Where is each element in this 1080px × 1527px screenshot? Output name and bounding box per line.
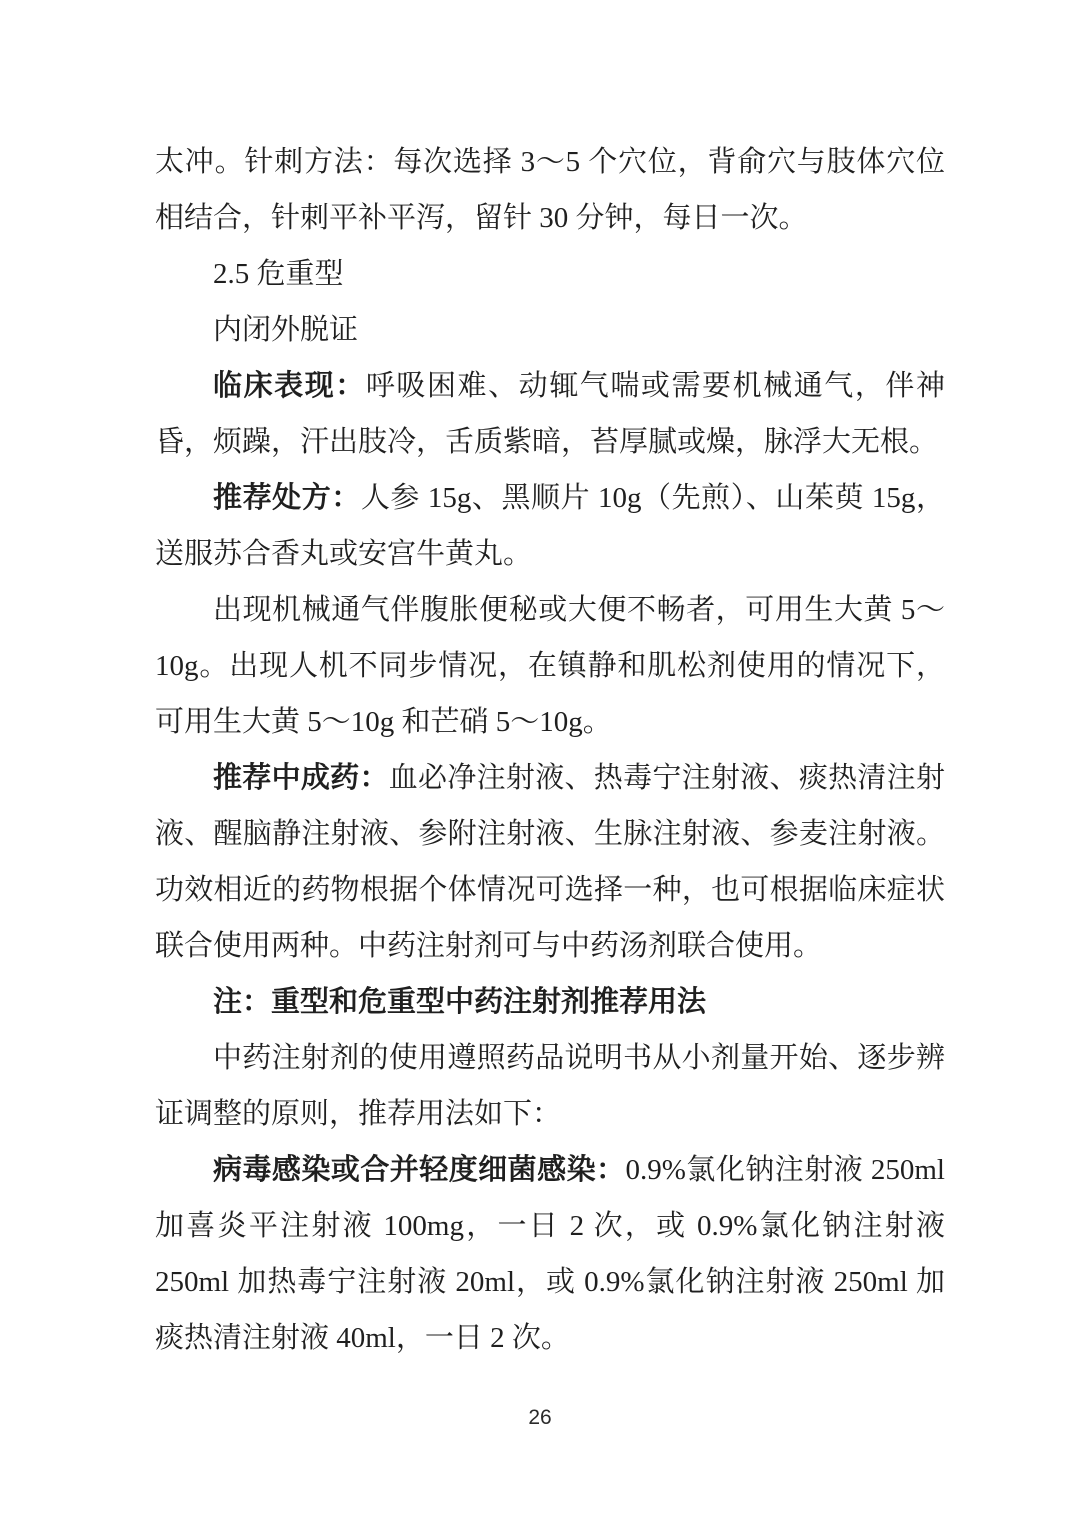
paragraph-recommended-patent-medicines [155,750,945,974]
paragraph-lead-clinical-manifestations: 临床表现： [213,370,366,402]
paragraph-text: 太冲。针刺方法：每次选择 3～5 个穴位，背俞穴与肢体穴位相结合，针刺平补平泻，留针 30 分钟，每日一次。 [155,146,945,234]
paragraph-acupuncture-method [155,134,945,246]
paragraph-lead-recommended-patent-medicines: 推荐中成药： [213,762,389,794]
paragraph-lead-recommended-prescription: 推荐处方： [213,482,361,514]
document-body [155,134,945,1366]
page-number: 26 [528,1406,552,1429]
note-heading-injection-usage [155,974,945,1030]
section-heading-critical-type [155,246,945,302]
paragraph-text: 呼吸困难、动辄气喘或需要机械通气，伴神昏，烦躁，汗出肢冷，舌质紫暗，苔厚腻或燥，脉浮大无根。 [155,370,945,458]
paragraph-text: 血必净注射液、热毒宁注射液、痰热清注射液、醒脑静注射液、参附注射液、生脉注射液、参麦注射液。功效相近的药物根据个体情况可选择一种，也可根据临床症状联合使用两种。中药注射剂可与中药汤剂联合使用。 [155,762,945,962]
paragraph-clinical-manifestations [155,358,945,470]
subsection-heading-text: 内闭外脱证 [213,314,359,346]
paragraph-recommended-prescription [155,470,945,582]
paragraph-lead-viral-infection: 病毒感染或合并轻度细菌感染： [213,1154,626,1186]
paragraph-text: 0.9%氯化钠注射液 250ml 加喜炎平注射液 100mg，一日 2 次，或 0.9%氯化钠注射液 250ml 加热毒宁注射液 20ml，或 0.9%氯化钠注射液 250ml 加痰热清注射液 40ml，一日 2 次。 [155,1154,945,1354]
paragraph-text: 出现机械通气伴腹胀便秘或大便不畅者，可用生大黄 5～10g。出现人机不同步情况，在镇静和肌松剂使用的情况下，可用生大黄 5～10g 和芒硝 5～10g。 [155,594,945,738]
paragraph-injection-usage-principle [155,1030,945,1142]
paragraph-text: 人参 15g、黑顺片 10g（先煎）、山茱萸 15g，送服苏合香丸或安宫牛黄丸。 [155,482,945,570]
paragraph-text: 中药注射剂的使用遵照药品说明书从小剂量开始、逐步辨证调整的原则，推荐用法如下： [155,1042,945,1130]
section-heading-text: 2.5 危重型 [213,258,344,290]
subsection-heading-internal-block-external-collapse [155,302,945,358]
paragraph-mechanical-ventilation-notes [155,582,945,750]
paragraph-viral-infection-dosage [155,1142,945,1366]
note-heading-text: 注：重型和危重型中药注射剂推荐用法 [213,986,707,1018]
